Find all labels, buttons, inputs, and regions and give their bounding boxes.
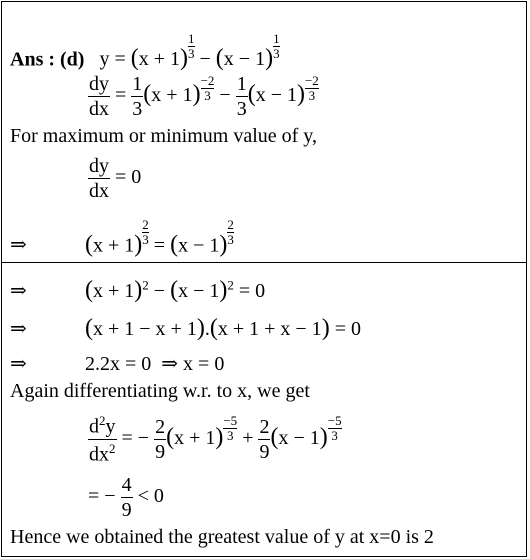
implies-arrow: ⇒ [10, 280, 27, 302]
max-min-text: For maximum or minimum value of y, [10, 125, 318, 147]
section-divider [1, 262, 527, 263]
answer-label: Ans : (d) [10, 48, 85, 71]
implies-arrow: ⇒ [10, 234, 27, 257]
conclusion-text: Hence we obtained the greatest value of y at x=0 is 2 [10, 526, 434, 548]
again-text: Again differentiating w.r. to x, we get [10, 380, 310, 402]
answer-equation: y = (x + 1) $\frac{1}{3}$ − (x − 1) $\frac{1}{3}$ [89, 31, 280, 72]
implies-line-3: ⇒ (x + 1 − x + 1).(x + 1 + x − 1) = 0 [10, 315, 361, 341]
implies-arrow: ⇒ [10, 353, 27, 375]
implies-line-2: ⇒ $(x + 1)^2 - (x - 1)^2 = 0$ [10, 277, 266, 303]
first-derivative-equation: $\frac{dy}{dx}$ = $\frac{1}{3}$ (x + 1) $\frac{-2}{3}$ − $\frac{1}{3}$ (x − 1) $\frac{-2}{3}$ [89, 73, 319, 120]
implies-line-4: ⇒ 2.2x = 0 ⇒ x = 0 [10, 353, 225, 375]
implies-line-1: ⇒ (x + 1) $\frac{2}{3}$ = (x − 1) $\frac{2}{3}$ [10, 217, 234, 258]
derivative-zero-equation: $\frac{dy}{dx}$ = 0 [89, 155, 142, 202]
answer-line [10, 32, 280, 70]
second-derivative-equation: $\frac{d^2y}{dx^2}$ = − $\frac{2}{9}$ (x + 1) $\frac{-5}{3}$ + $\frac{2}{9}$ (x − 1) $\frac{-5}{3}$ [89, 413, 342, 466]
second-derivative-value: = − $\frac{4}{9}$ < 0 [88, 474, 164, 521]
implies-arrow: ⇒ [10, 318, 27, 340]
